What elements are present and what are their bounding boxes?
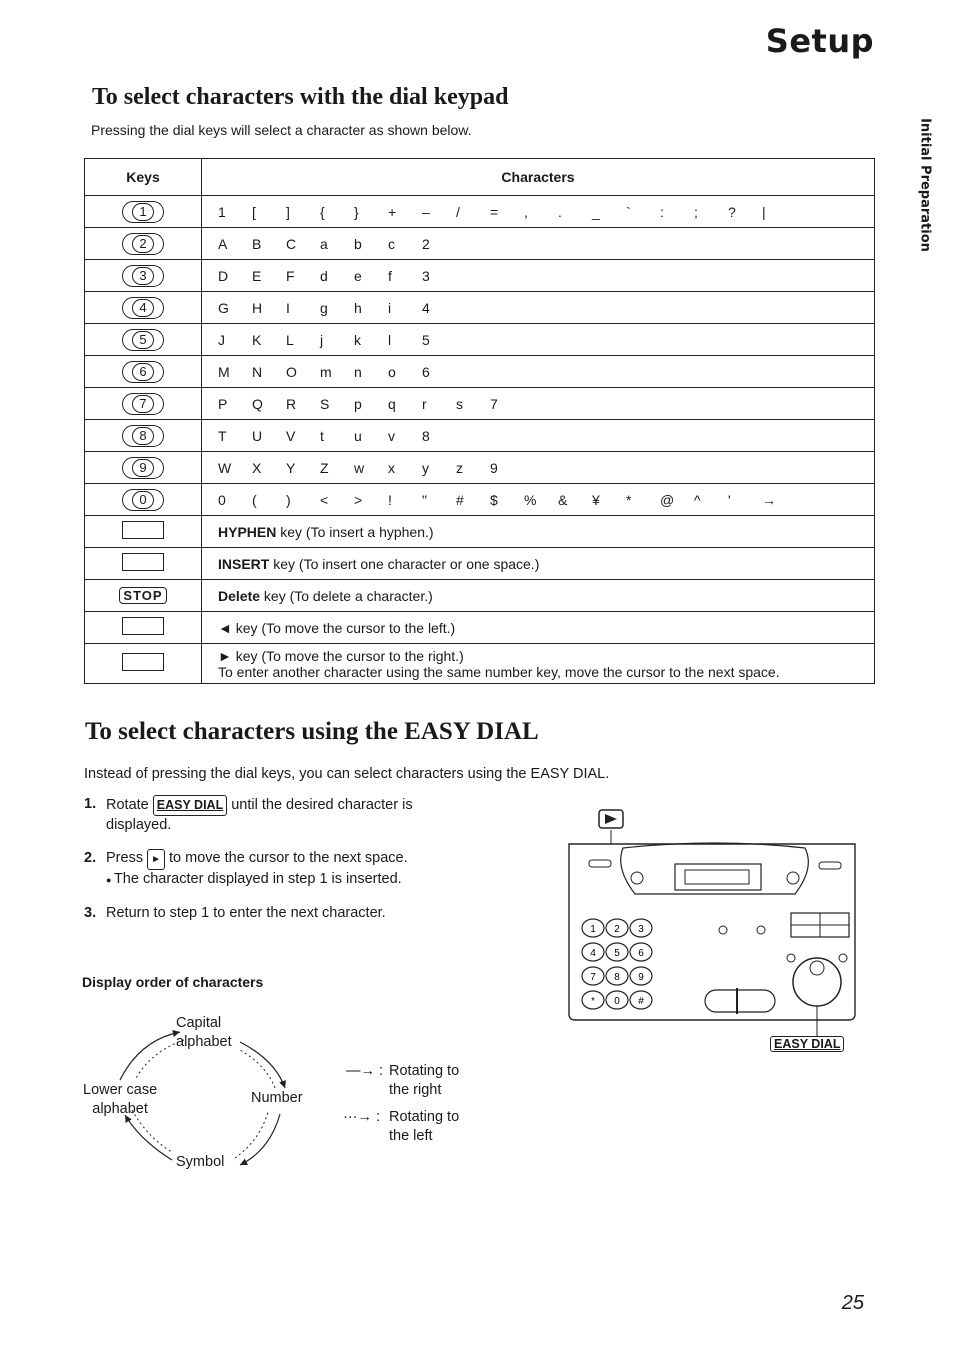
fax-key-label: 9 (638, 972, 644, 983)
step-number: 3. (84, 905, 97, 921)
key-cell (85, 580, 202, 612)
character: ] (286, 203, 290, 220)
fax-key-label: 8 (614, 972, 620, 983)
character: V (286, 427, 296, 444)
display-bezel (621, 843, 809, 894)
handset-button (705, 990, 775, 1012)
key-cell (85, 196, 202, 228)
characters-cell (202, 260, 875, 292)
step-item (84, 904, 494, 923)
character: m (320, 363, 332, 380)
character: @ (660, 491, 675, 508)
character: { (320, 203, 325, 220)
key-cell (85, 228, 202, 260)
arrow-capital-to-number (240, 1042, 285, 1088)
character: D (218, 267, 229, 284)
fax-key-label: 5 (614, 948, 620, 959)
left-key-icon (122, 617, 164, 635)
display-screen (675, 864, 761, 890)
legend-left-text: Rotating to the left (389, 1109, 460, 1144)
character: E (252, 267, 262, 284)
function-key-name: ◄ (218, 619, 232, 636)
character: c (388, 235, 395, 252)
character: x (388, 459, 395, 476)
character: q (388, 395, 396, 412)
character: t (320, 427, 324, 444)
character: P (218, 395, 228, 412)
character: h (354, 299, 362, 316)
character: k (354, 331, 361, 348)
table-row (85, 196, 875, 228)
fax-key-label: 1 (590, 924, 596, 935)
character: T (218, 427, 227, 444)
bullet-text: The character displayed in step 1 is inserted. (113, 871, 402, 887)
character: B (252, 235, 262, 252)
character: M (218, 363, 230, 380)
character: b (354, 235, 362, 252)
character: _ (592, 203, 600, 220)
keys-header: Keys (85, 159, 202, 196)
arrow-number-to-symbol (240, 1114, 280, 1165)
characters-cell (202, 452, 875, 484)
key-cell (85, 292, 202, 324)
dial-key-8-icon: 8 (122, 425, 164, 447)
hyphen-key-icon (122, 521, 164, 539)
character: 2 (422, 235, 430, 252)
table-row (85, 644, 875, 684)
easy-dial-knob (793, 958, 841, 1006)
character: 8 (422, 427, 430, 444)
character: % (524, 491, 537, 508)
character: Q (252, 395, 263, 412)
dial-key-3-icon: 3 (122, 265, 164, 287)
character: ; (694, 203, 698, 220)
key-cell (85, 644, 202, 684)
easy-dial-label: EASY DIAL (770, 1036, 844, 1052)
character: ' (728, 491, 731, 508)
character: + (388, 203, 397, 220)
character: L (286, 331, 294, 348)
node-symbol: Symbol (176, 1154, 225, 1170)
character: ¥ (592, 491, 600, 508)
step-text: Return to step 1 to enter the next character. (106, 905, 386, 921)
key-cell (85, 452, 202, 484)
fax-key-label: 0 (614, 996, 620, 1007)
function-key-text: key (To insert a hyphen.) (276, 523, 434, 540)
table-row (85, 260, 875, 292)
dial-key-0-icon: 0 (122, 489, 164, 511)
key-cell (85, 388, 202, 420)
step-text: Rotate (106, 797, 153, 813)
step-number: 1. (84, 796, 97, 812)
character: R (286, 395, 297, 412)
dial-key-6-icon: 6 (122, 361, 164, 383)
character: l (388, 331, 392, 348)
character: W (218, 459, 232, 476)
character: 4 (422, 299, 430, 316)
dotted-arrow-symbol (235, 1112, 268, 1158)
character: " (422, 491, 427, 508)
display-order-title: Display order of characters (82, 974, 264, 990)
step-text: to move the cursor to the next space. (165, 850, 408, 866)
table-row (85, 580, 875, 612)
character: > (354, 491, 363, 508)
table-row (85, 516, 875, 548)
character-table-body (85, 196, 875, 684)
fax-panel-illustration (565, 808, 865, 1038)
character: S (320, 395, 330, 412)
fax-key-label: 4 (590, 948, 596, 959)
character: , (524, 203, 528, 220)
character: # (456, 491, 464, 508)
character: 0 (218, 491, 226, 508)
character: j (320, 331, 324, 348)
character: ! (388, 491, 392, 508)
function-description (202, 548, 875, 580)
character: J (218, 331, 225, 348)
key-cell (85, 484, 202, 516)
character: 1 (218, 203, 226, 220)
character: f (388, 267, 392, 284)
characters-cell (202, 484, 875, 516)
insert-key-icon (122, 553, 164, 571)
characters-cell (202, 388, 875, 420)
table-row (85, 484, 875, 516)
character: C (286, 235, 297, 252)
character-table (84, 158, 875, 684)
table-row (85, 612, 875, 644)
table-row (85, 452, 875, 484)
character: ^ (694, 491, 701, 508)
character: Z (320, 459, 329, 476)
function-key-text: key (To insert one character or one space.) (269, 555, 540, 572)
function-key-name: ► (218, 647, 232, 664)
step-item (84, 849, 494, 890)
character: – (422, 203, 430, 220)
character: N (252, 363, 263, 380)
character: d (320, 267, 328, 284)
character: ` (626, 203, 631, 220)
key-cell (85, 356, 202, 388)
character: < (320, 491, 329, 508)
character: U (252, 427, 263, 444)
character: : (660, 203, 664, 220)
character: I (286, 299, 290, 316)
character: ? (728, 203, 736, 220)
character: O (286, 363, 297, 380)
arrow-lower-to-capital (120, 1032, 180, 1080)
characters-header: Characters (202, 159, 875, 196)
section-heading: Setup (765, 22, 874, 60)
character: = (490, 203, 499, 220)
function-key-text: key (To move the cursor to the right.) (231, 647, 464, 664)
function-key-name: HYPHEN (218, 523, 277, 540)
dial-key-9-icon: 9 (122, 457, 164, 479)
dial-key-2-icon: 2 (122, 233, 164, 255)
table-row (85, 292, 875, 324)
right-key-icon (122, 653, 164, 671)
node-capital: Capital alphabet (176, 1015, 232, 1050)
character: & (558, 491, 568, 508)
easy-dial-section-title: To select characters using the EASY DIAL (85, 718, 539, 745)
character: i (388, 299, 392, 316)
character: / (456, 203, 460, 220)
keypad-section-title: To select characters with the dial keypad (92, 84, 509, 110)
character: | (762, 203, 766, 220)
legend-right-arrow: —→ : (346, 1063, 384, 1079)
character: ( (252, 491, 257, 508)
characters-cell (202, 228, 875, 260)
character: → (762, 491, 776, 508)
easy-dial-intro: Instead of pressing the dial keys, you can select characters using the EASY DIAL. (84, 766, 610, 782)
character: * (626, 491, 632, 508)
table-row (85, 548, 875, 580)
dial-key-7-icon: 7 (122, 393, 164, 415)
character: $ (490, 491, 498, 508)
character: 6 (422, 363, 430, 380)
key-cell (85, 324, 202, 356)
character: r (422, 395, 427, 412)
character: p (354, 395, 362, 412)
steps-list (84, 795, 494, 937)
dial-key-1-icon: 1 (122, 201, 164, 223)
side-tab-label: Initial Preparation (917, 118, 933, 252)
characters-cell (202, 420, 875, 452)
character: o (388, 363, 396, 380)
function-key-text: key (To delete a character.) (260, 587, 433, 604)
fax-key-label: 6 (638, 948, 644, 959)
character: y (422, 459, 429, 476)
function-description (202, 644, 875, 684)
table-row (85, 324, 875, 356)
character: X (252, 459, 262, 476)
function-key-note: To enter another character using the same number key, move the cursor to the next space. (218, 663, 780, 680)
function-description (202, 612, 875, 644)
character: [ (252, 203, 256, 220)
step-number: 2. (84, 850, 97, 866)
key-cell (85, 612, 202, 644)
step-text: until the desired character is displayed. (106, 797, 413, 833)
characters-cell (202, 196, 875, 228)
fax-key-label: 3 (638, 924, 644, 935)
characters-cell (202, 356, 875, 388)
function-description (202, 516, 875, 548)
character: 5 (422, 331, 430, 348)
character: s (456, 395, 463, 412)
character: . (558, 203, 562, 220)
character: A (218, 235, 228, 252)
stop-key-icon: STOP (119, 587, 166, 604)
character: u (354, 427, 362, 444)
function-key-name: INSERT (218, 555, 270, 572)
legend-right-text: Rotating to the right (389, 1063, 460, 1098)
character: H (252, 299, 263, 316)
characters-cell (202, 292, 875, 324)
character: ) (286, 491, 291, 508)
fax-key-label: # (638, 996, 644, 1007)
dial-key-4-icon: 4 (122, 297, 164, 319)
character: K (252, 331, 262, 348)
key-cell (85, 420, 202, 452)
node-number: Number (251, 1090, 303, 1106)
step-text: Press (106, 850, 148, 866)
function-key-text: key (To move the cursor to the left.) (231, 619, 456, 636)
key-cell (85, 548, 202, 580)
function-key-name: Delete (218, 587, 261, 604)
character: } (354, 203, 359, 220)
character: 3 (422, 267, 430, 284)
step-item (84, 795, 494, 835)
character: v (388, 427, 395, 444)
step-body (106, 849, 408, 890)
character: e (354, 267, 362, 284)
character: z (456, 459, 463, 476)
page-number: 25 (841, 1292, 864, 1314)
character: Y (286, 459, 296, 476)
dial-key-5-icon: 5 (122, 329, 164, 351)
character: 7 (490, 395, 498, 412)
character: n (354, 363, 362, 380)
key-cell (85, 260, 202, 292)
fax-key-label: * (591, 996, 595, 1007)
table-row (85, 228, 875, 260)
table-row (85, 356, 875, 388)
bullet-icon: ● (106, 875, 114, 885)
easy-dial-key-icon: EASY DIAL (153, 795, 227, 816)
character: g (320, 299, 328, 316)
legend-left-arrow: ···→ : (343, 1109, 381, 1125)
step-body (106, 904, 386, 923)
function-description (202, 580, 875, 612)
keypad-section-intro: Pressing the dial keys will select a character as shown below. (91, 122, 472, 138)
character: 9 (490, 459, 498, 476)
side-tab (910, 110, 940, 260)
character: w (354, 459, 365, 476)
step-body (106, 795, 466, 835)
dotted-arrow-number (240, 1050, 275, 1088)
fax-keypad (582, 919, 652, 1009)
table-row (85, 388, 875, 420)
fax-key-label: 2 (614, 924, 620, 935)
arrow-symbol-to-lower (125, 1115, 172, 1160)
play-key-icon: ► (147, 849, 165, 870)
table-row (85, 420, 875, 452)
step-bullet (106, 870, 408, 890)
characters-cell (202, 324, 875, 356)
node-lower: Lower case alphabet (83, 1082, 158, 1117)
fax-key-label: 7 (590, 972, 596, 983)
character: G (218, 299, 229, 316)
character: a (320, 235, 328, 252)
key-cell (85, 516, 202, 548)
character: F (286, 267, 295, 284)
